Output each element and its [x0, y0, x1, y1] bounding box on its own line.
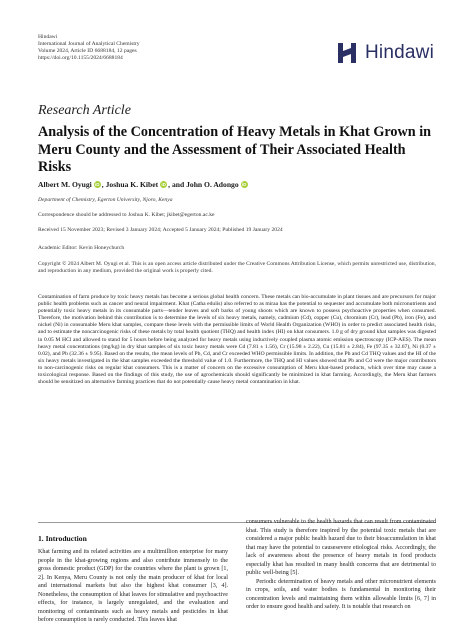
intro-column-right: [246, 518, 436, 612]
journal-publisher: Hindawi: [38, 34, 58, 40]
journal-doi[interactable]: https://doi.org/10.1155/2024/6688184: [38, 55, 123, 62]
hindawi-logo-icon: [334, 40, 360, 66]
academic-editor: Academic Editor: Kevin Honeychurch: [38, 245, 125, 251]
intro-paragraph: Periodic determination of heavy metals and other micronutrient elements in crops, soils, and water bodies is fundamental in monitoring their concentration levels and maintaining them within allowable limits [6, 7] in order to ensure good health and safety. It is notable that research on: [246, 578, 436, 611]
journal-volume: Volume 2024, Article ID 6688184, 12 pages: [38, 48, 137, 55]
hindawi-logo[interactable]: [334, 40, 434, 66]
intro-column-left: [38, 548, 228, 625]
author-name[interactable]: Joshua K. Kibet: [105, 180, 159, 189]
author-name[interactable]: John O. Adongo: [186, 180, 239, 189]
publication-dates: Received 15 November 2023; Revised 3 January 2024; Accepted 5 January 2024; Published 19 January 2024: [38, 227, 283, 233]
journal-info: [38, 34, 140, 62]
correspondence: Correspondence should be addressed to Joshua K. Kibet; jkibet@egerton.ac.ke: [38, 212, 215, 218]
intro-paragraph: Khat farming and its related activities are a multimillion enterprise for many people in the khat-growing regions and also contribute immensely to the gross domestic product (GDP) for the countries where the plant is grown [1, 2]. In Kenya, Meru County is not only the main producer of khat for local and international markets but also the highest khat consumer [3, 4]. Nonetheless, the consumption of khat leaves for stimulative and psychoactive effects, for instance, is largely unregulated, and the evaluation and monitoring of contaminants such as heavy metals and pesticides in khat before consumption is rarely conducted. This leaves khat: [38, 549, 228, 624]
author-separator: ,: [101, 180, 106, 189]
journal-name: International Journal of Analytical Chemistry: [38, 41, 140, 48]
intro-paragraph: consumers vulnerable to the health hazards that can result from contaminated khat. This study is therefore inspired by the potential toxic metals that are considered a major public health hazard due to their bioaccumulation in khat that may have the potential to causesevere etiological risks. Accordingly, the lack of awareness about the presence of heavy metals in food products especially khat has resulted in many health concerns that are detrimental to public well-being [5].: [246, 519, 436, 577]
author-name[interactable]: Albert M. Oyugi: [38, 180, 92, 189]
orcid-icon[interactable]: iD: [161, 182, 166, 187]
author-separator: , and: [168, 180, 187, 189]
hindawi-logo-text: Hindawi: [365, 42, 434, 63]
author-list: [38, 180, 249, 189]
abstract: Contamination of farm produce by toxic heavy metals has become a serious global health concern. These metals can bio-accumulate in plant tissues and are precursors for major public health problems such as cancer and neural impairment. Khat (Catha edulis) also referred to as miraa has the potential to sequester and accumulate both micronutrients and potentially toxic heavy metals in its consumable parts—tender leaves and soft barks of young shoots which are known to possess psychoactive properties when consumed. Therefore, the motivation behind this contribution is to determine the levels of six heavy metals, namely, cadmium (Cd), copper (Cu), chromium (Cr), lead (Pb), iron (Fe), and nickel (Ni) in consumable Meru khat samples, compare these levels with the permissible limits of World Health Organization (WHO) in order to predict associated health risks, and to estimate the noncarcinogenic risks of these metals by total health quotient (THQ) and health index (HI) on khat consumers. 1.0 g of dry ground khat samples was digested in 0.05 M HCl and allowed to stand for 5 hours before being analyzed for heavy metals using inductively coupled plasma atomic emission spectroscopy (ICP-AES). The mean heavy metal concentrations (mg/kg) in dry khat samples of six toxic heavy metals were Cd (7.81 ± 1.56), Cr (15.98 ± 2.22), Cu (15.81 ± 2.84), Fe (97.35 ± 32.67), Ni (0.37 ± 0.02), and Pb (32.36 ± 9.95). Based on the results, the mean levels of Pb, Cd, and Cr exceeded WHO permissible limits. In addition, the Pb and Cd THQ values and the HI of the six heavy metals investigated in the khat samples exceeded the threshold value of 1.0. Furthermore, the THQ and HI values showed that Pb and Cd were the major contributors to non-carcinogenic risks on regular khat consumers. This is a matter of concern on the excessive consumption of Meru khat-based products, which over time may cause a toxicological response. Based on the findings of this study, the use of agrochemicals should significantly be minimized in khat farming. Accordingly, the Meru khat farmers should be sensitized on alternative farming practices that do not potentially cause heavy metal contamination in khat.: [38, 294, 436, 386]
affiliation: Department of Chemistry, Egerton University, Njoro, Kenya: [38, 197, 173, 203]
copyright-notice: Copyright © 2024 Albert M. Oyugi et al. This is an open access article distributed under the Creative Commons Attribution License, which permits unrestricted use, distribution, and reproduction in any medium, provided the original work is properly cited.: [38, 261, 436, 275]
section-heading: 1. Introduction: [38, 534, 87, 543]
article-title: Analysis of the Concentration of Heavy Metals in Khat Grown in Meru County and the Assessment of Their Associated Health Risks: [38, 124, 432, 176]
orcid-icon[interactable]: iD: [95, 182, 100, 187]
article-type: Research Article: [38, 103, 131, 118]
orcid-icon[interactable]: iD: [241, 182, 247, 187]
